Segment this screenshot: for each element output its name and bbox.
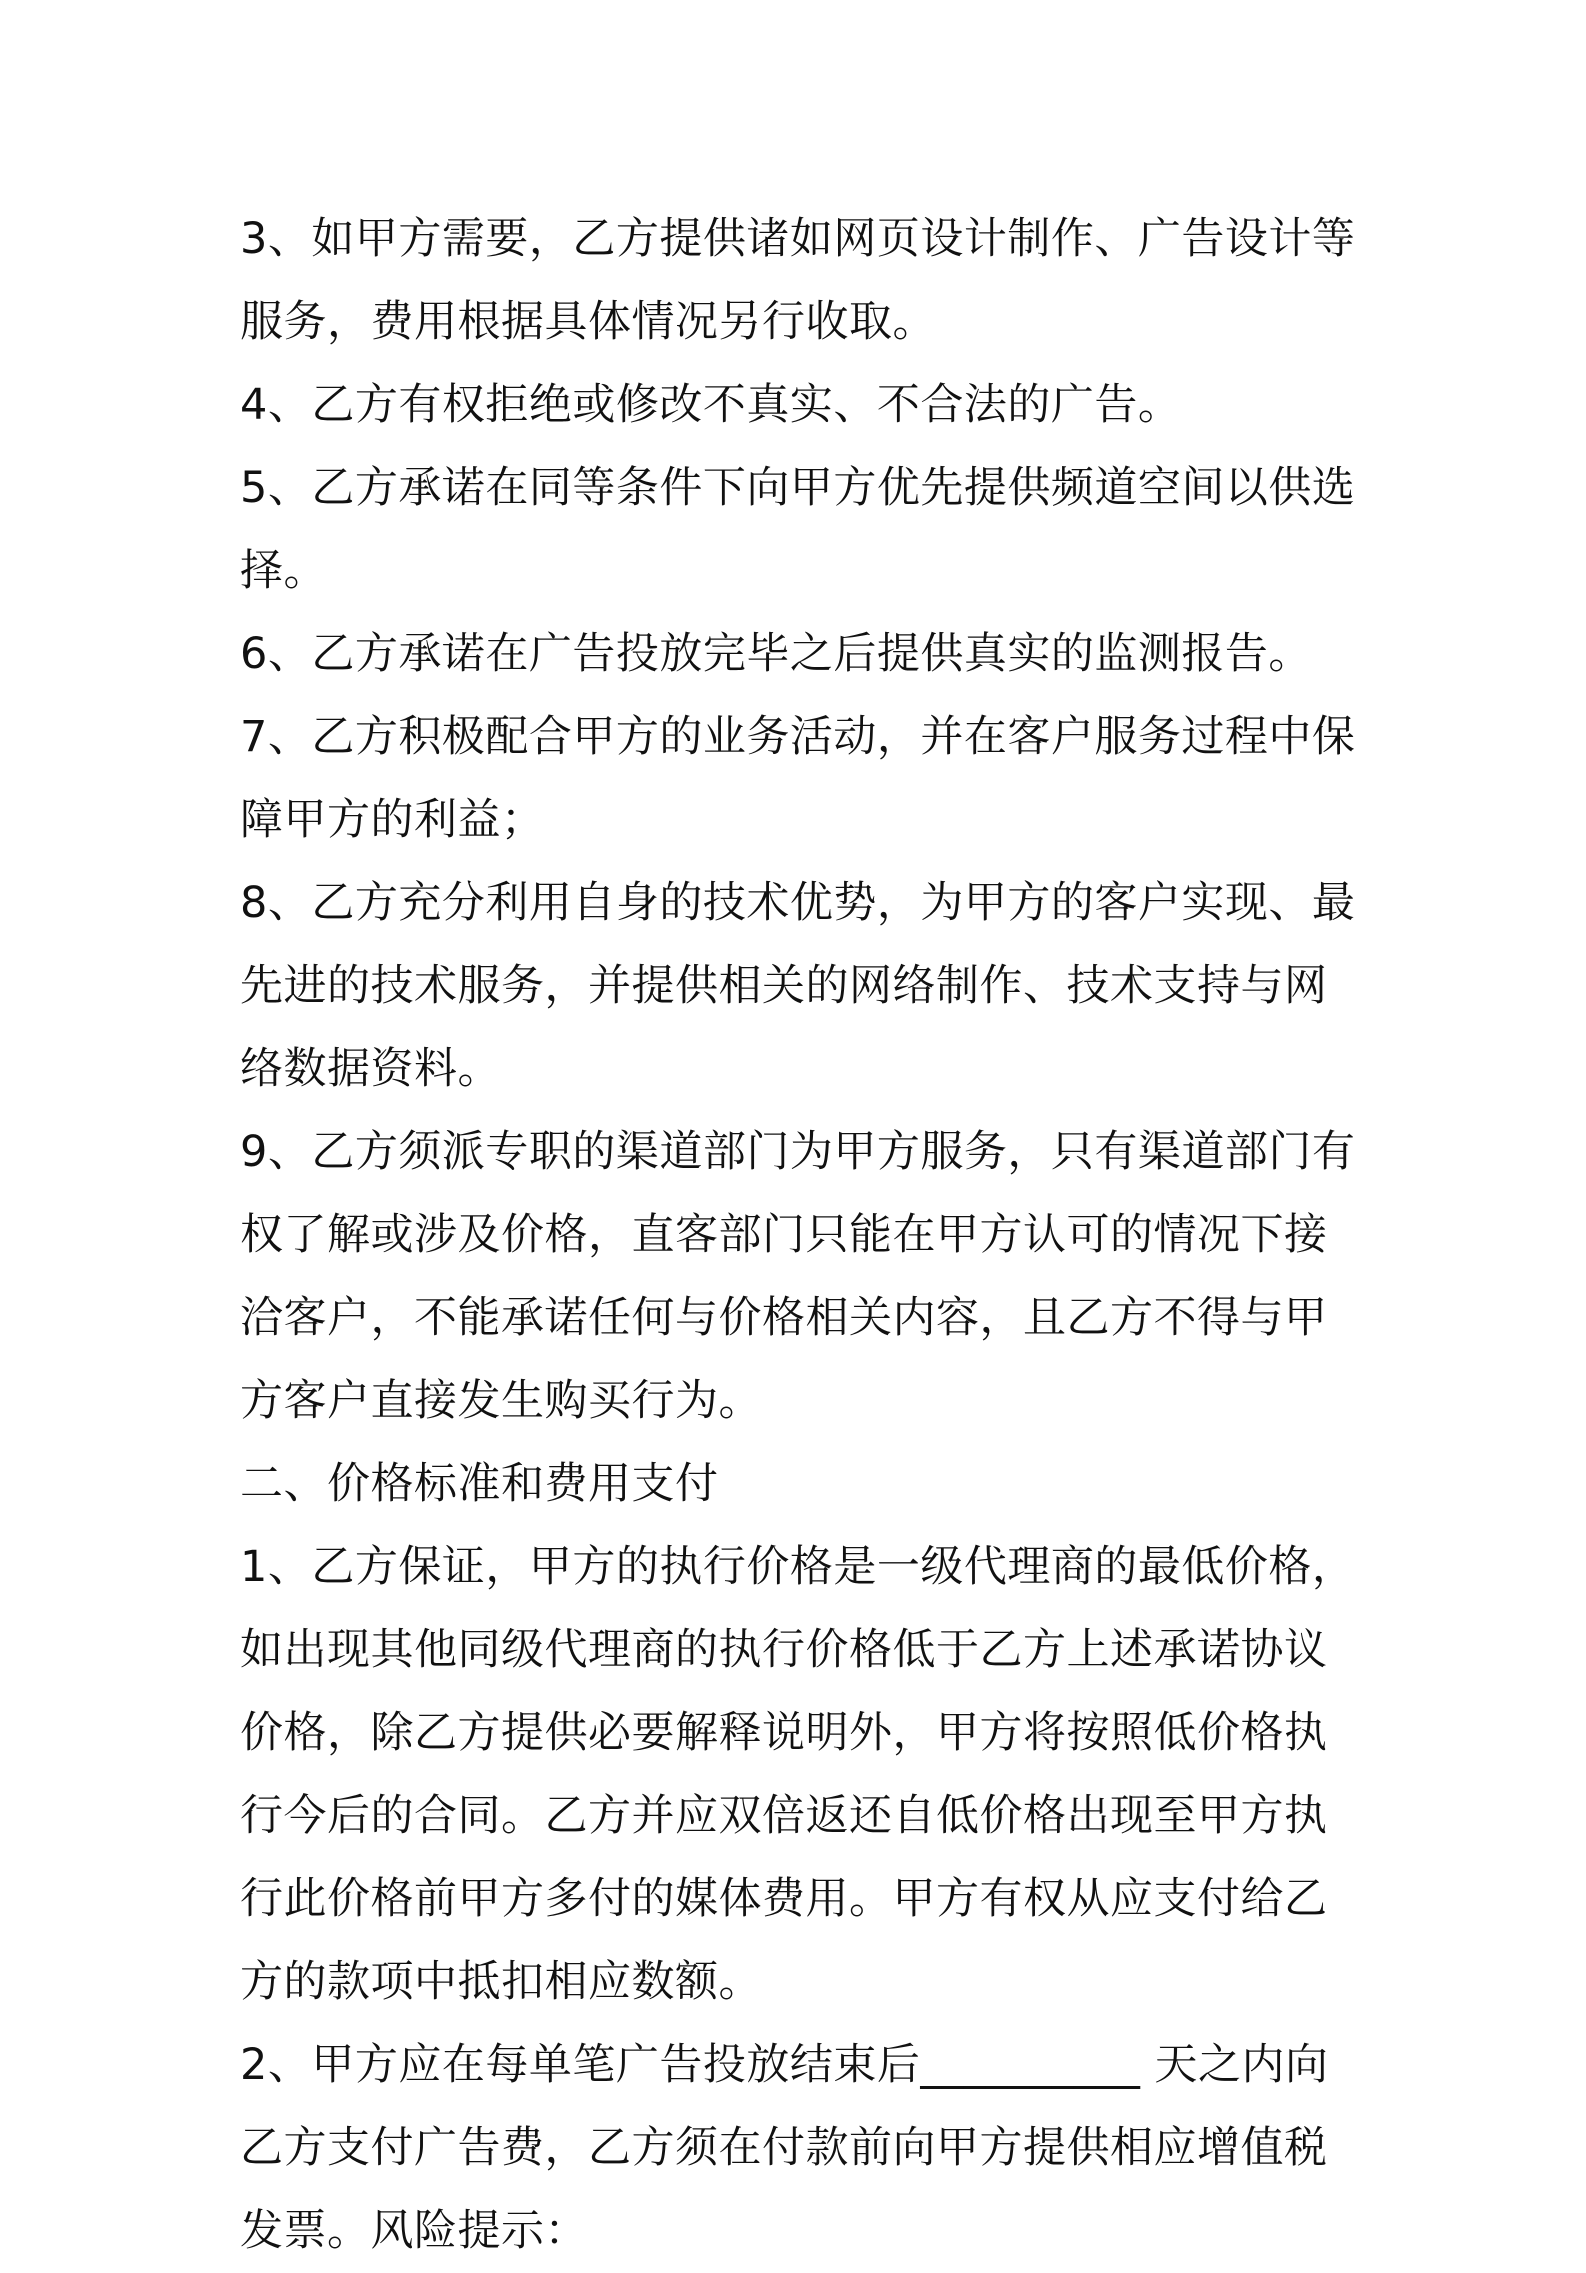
pricing-clause-1: 1、乙方保证，甲方的执行价格是一级代理商的最低价格，如出现其他同级代理商的执行价格低于乙方上述承诺协议价格，除乙方提供必要解释说明外，甲方将按照低价格执行今后的合同。乙方并应双倍返还自低价格出现至甲方执行此价格前甲方多付的媒体费用。甲方有权从应支付给乙方的款项中抵扣相应数额。 xyxy=(240,1542,1356,2007)
clause-5: 5、乙方承诺在同等条件下向甲方优先提供频道空间以供选择。 xyxy=(240,463,1356,596)
clause-4: 4、乙方有权拒绝或修改不真实、不合法的广告。 xyxy=(240,380,1182,430)
section-heading-pricing: 二、价格标准和费用支付 xyxy=(240,1459,719,1509)
pricing-clause-2: 2、甲方应在每单笔广告投放结束后__________ 天之内向乙方支付广告费，乙方须在付款前向甲方提供相应增值税发票。风险提示： xyxy=(240,2040,1329,2256)
clause-9: 9、乙方须派专职的渠道部门为甲方服务，只有渠道部门有权了解或涉及价格，直客部门只能在甲方认可的情况下接洽客户，不能承诺任何与价格相关内容，且乙方不得与甲方客户直接发生购买行为。 xyxy=(240,1127,1356,1426)
clause-8: 8、乙方充分利用自身的技术优势，为甲方的客户实现、最先进的技术服务，并提供相关的网络制作、技术支持与网络数据资料。 xyxy=(240,878,1356,1094)
clause-6: 6、乙方承诺在广告投放完毕之后提供真实的监测报告。 xyxy=(240,629,1312,679)
clause-3: 3、如甲方需要，乙方提供诸如网页设计制作、广告设计等服务，费用根据具体情况另行收取。 xyxy=(240,214,1356,347)
clause-7: 7、乙方积极配合甲方的业务活动，并在客户服务过程中保障甲方的利益； xyxy=(240,712,1356,845)
document-body xyxy=(240,198,1356,2273)
